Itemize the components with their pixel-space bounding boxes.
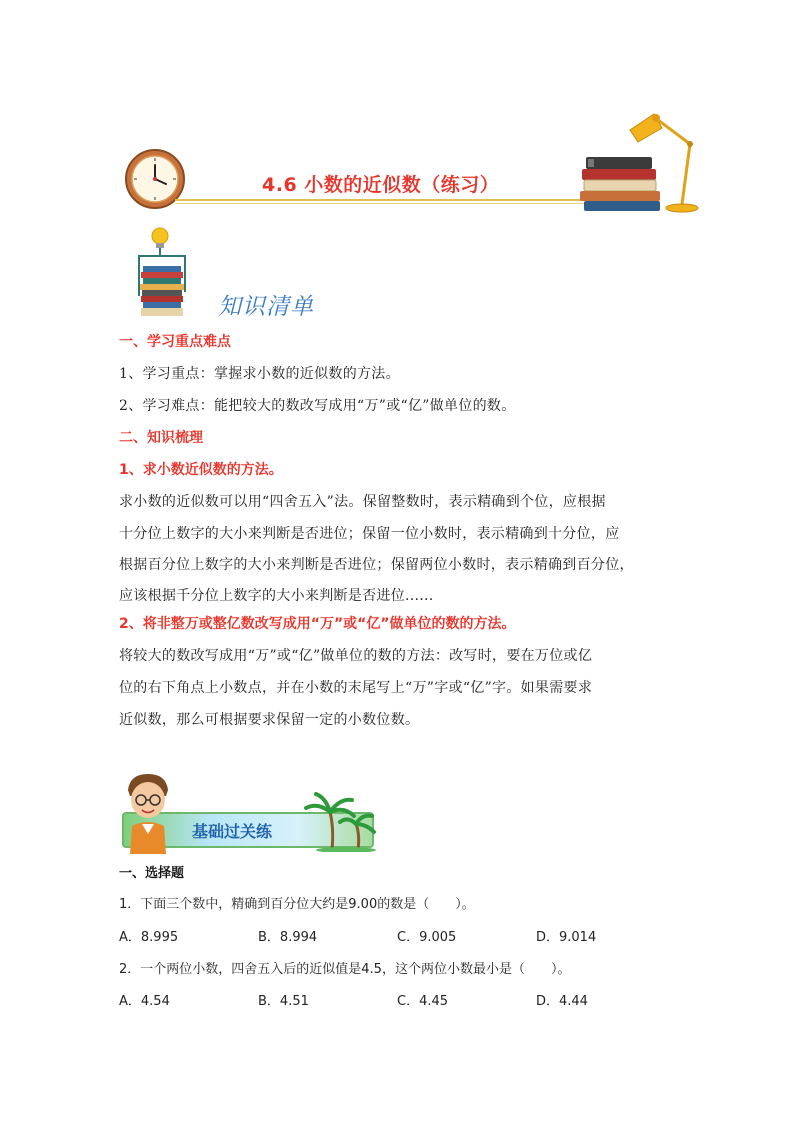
question-2-option-a: A．4.54 bbox=[119, 994, 170, 1009]
question-1: 1．下面三个数中，精确到百分位大约是9.00的数是（ ）。 bbox=[119, 897, 475, 912]
paragraph-line: 十分位上数字的大小来判断是否进位；保留一位小数时，表示精确到十分位，应 bbox=[119, 526, 620, 542]
heading-key-points: 一、学习重点难点 bbox=[119, 334, 231, 350]
section-choice-questions: 一、选择题 bbox=[119, 866, 185, 881]
palm-trees-icon bbox=[302, 792, 378, 852]
knowledge-list-label: 知识清单 bbox=[218, 294, 314, 320]
paragraph-line: 应该根据千分位上数字的大小来判断是否进位...... bbox=[119, 588, 434, 604]
paragraph-line: 位的右下角点上小数点，并在小数的末尾写上“万”字或“亿”字。如果需要求 bbox=[119, 680, 593, 696]
question-2-option-c: C．4.45 bbox=[397, 994, 449, 1009]
question-1-option-d: D．9.014 bbox=[536, 930, 597, 945]
desk-lamp-icon bbox=[626, 100, 706, 215]
question-1-option-c: C．9.005 bbox=[397, 930, 457, 945]
teacher-cartoon-icon bbox=[120, 770, 176, 854]
question-1-option-b: B．8.994 bbox=[258, 930, 318, 945]
question-2-option-b: B．4.51 bbox=[258, 994, 309, 1009]
subheading-approximation-method: 1、求小数近似数的方法。 bbox=[119, 462, 283, 478]
paragraph-line: 近似数，那么可根据要求保留一定的小数位数。 bbox=[119, 712, 420, 728]
subheading-rewrite-method: 2、将非整万或整亿数改写成用“万”或“亿”做单位的数的方法。 bbox=[119, 616, 516, 632]
paragraph-line: 求小数的近似数可以用“四舍五入”法。保留整数时，表示精确到个位，应根据 bbox=[119, 494, 606, 510]
bulb-books-icon bbox=[133, 226, 203, 322]
title-underline-thin bbox=[175, 203, 595, 204]
question-2: 2．一个两位小数，四舍五入后的近似值是4.5，这个两位小数最小是（ ）。 bbox=[119, 962, 571, 977]
question-2-option-d: D．4.44 bbox=[536, 994, 588, 1009]
title-underline bbox=[175, 199, 595, 201]
question-1-option-a: A．8.995 bbox=[119, 930, 179, 945]
practice-banner-title: 基础过关练 bbox=[192, 822, 273, 841]
paragraph-line: 将较大的数改写成用“万”或“亿”做单位的数的方法：改写时，要在万位或亿 bbox=[119, 648, 593, 664]
page-title: 4.6 小数的近似数（练习） bbox=[262, 174, 500, 196]
difficult-point-text: 2、学习难点：能把较大的数改写成用“万”或“亿”做单位的数。 bbox=[119, 398, 516, 414]
heading-knowledge-review: 二、知识梳理 bbox=[119, 430, 203, 446]
paragraph-line: 根据百分位上数字的大小来判断是否进位；保留两位小数时，表示精确到百分位， bbox=[119, 557, 634, 573]
key-point-text: 1、学习重点：掌握求小数的近似数的方法。 bbox=[119, 366, 400, 382]
